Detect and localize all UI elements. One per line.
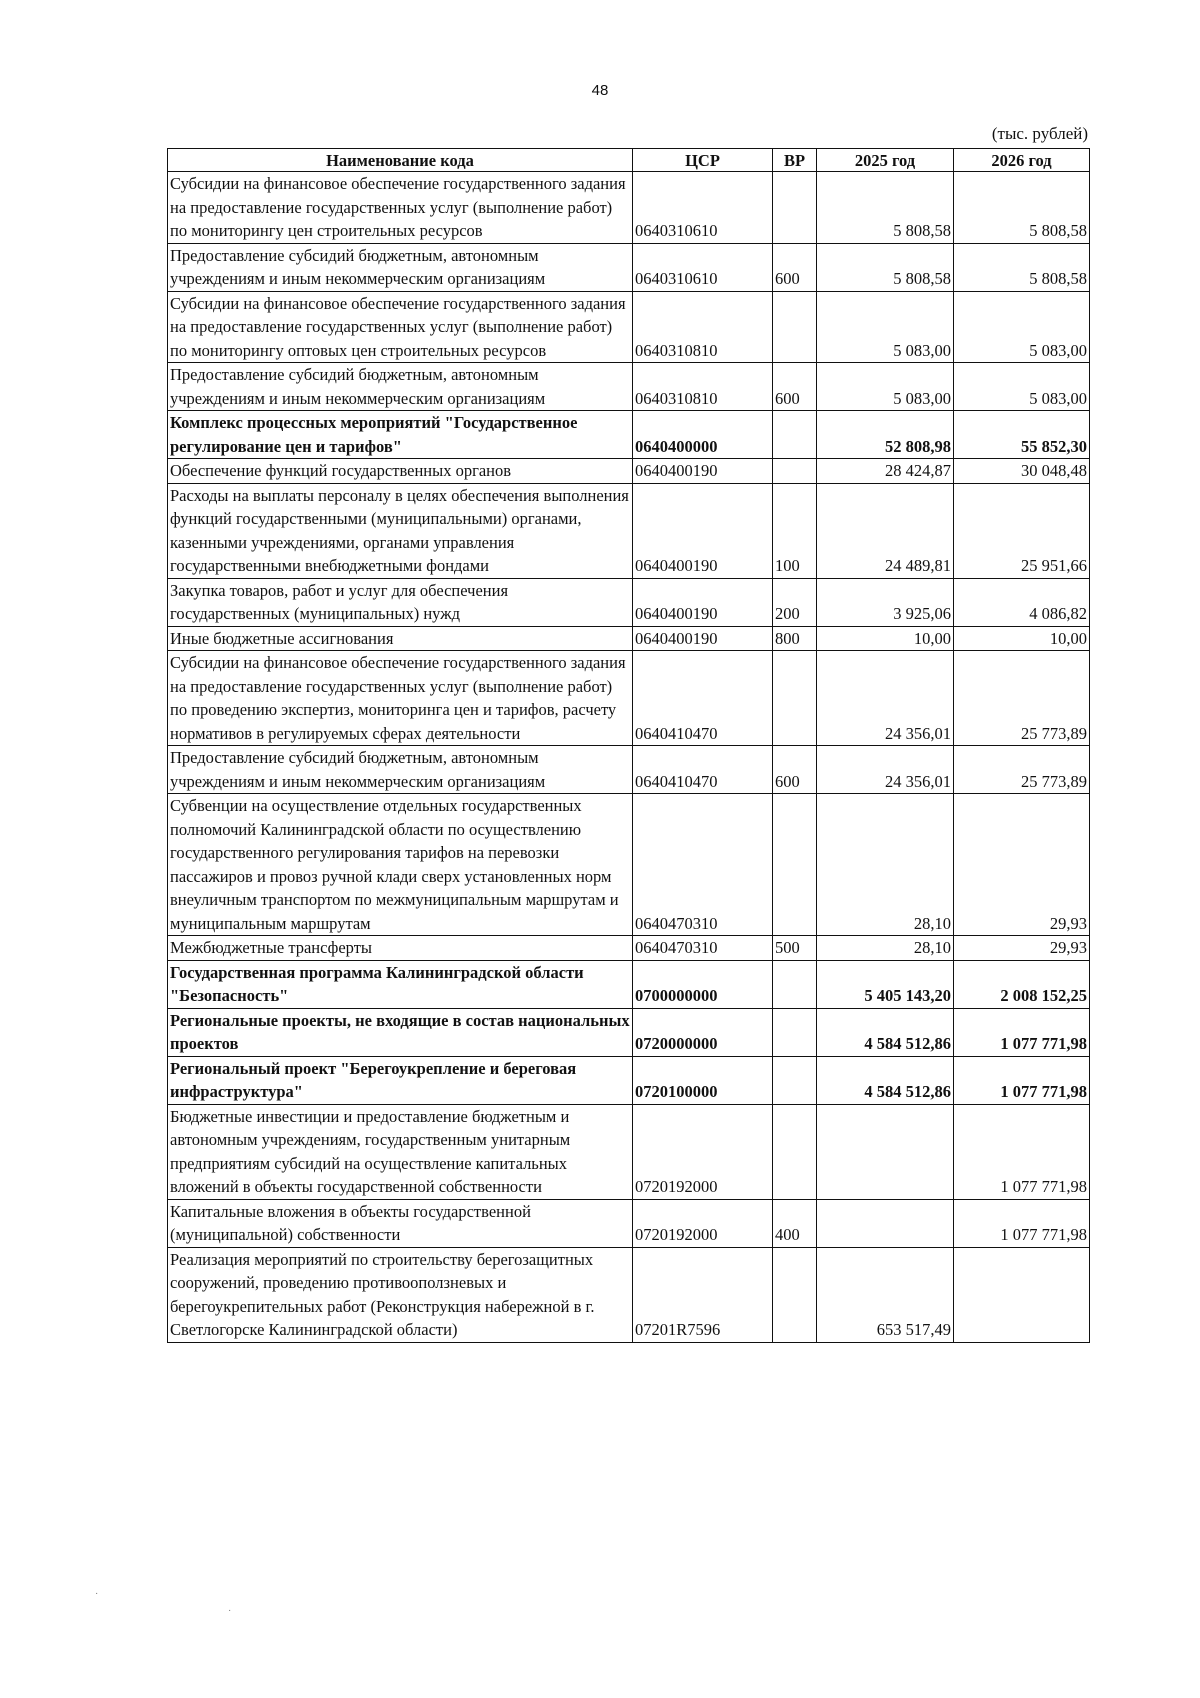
header-csr: ЦСР	[633, 149, 773, 172]
cell-2025: 28,10	[817, 936, 954, 961]
cell-name: Комплекс процессных мероприятий "Государственное регулирование цен и тарифов"	[168, 411, 633, 459]
cell-2026	[954, 1247, 1090, 1342]
cell-name: Капитальные вложения в объекты государственной (муниципальной) собственности	[168, 1199, 633, 1247]
cell-2026: 30 048,48	[954, 459, 1090, 484]
cell-2025: 5 808,58	[817, 172, 954, 244]
table-row	[168, 1104, 1090, 1199]
header-2026: 2026 год	[954, 149, 1090, 172]
cell-2025: 24 356,01	[817, 746, 954, 794]
cell-2025: 5 808,58	[817, 243, 954, 291]
table-row	[168, 459, 1090, 484]
cell-name: Закупка товаров, работ и услуг для обеспечения государственных (муниципальных) нужд	[168, 578, 633, 626]
table-header-row	[168, 149, 1090, 172]
cell-2026: 29,93	[954, 794, 1090, 936]
cell-vr: 100	[773, 483, 817, 578]
cell-csr: 0640400190	[633, 578, 773, 626]
cell-csr: 0720192000	[633, 1104, 773, 1199]
cell-2025: 4 584 512,86	[817, 1008, 954, 1056]
cell-2026: 5 083,00	[954, 363, 1090, 411]
cell-vr: 800	[773, 626, 817, 651]
table-row	[168, 243, 1090, 291]
cell-vr: 600	[773, 243, 817, 291]
units-label: (тыс. рублей)	[991, 124, 1088, 143]
cell-csr: 0720100000	[633, 1056, 773, 1104]
cell-2025: 24 356,01	[817, 651, 954, 746]
cell-csr: 0640400190	[633, 483, 773, 578]
cell-csr: 0640400190	[633, 459, 773, 484]
cell-2025	[817, 1199, 954, 1247]
cell-2026: 4 086,82	[954, 578, 1090, 626]
cell-vr	[773, 1056, 817, 1104]
cell-2026: 25 773,89	[954, 746, 1090, 794]
table-row	[168, 1199, 1090, 1247]
cell-2026: 25 773,89	[954, 651, 1090, 746]
cell-2026: 1 077 771,98	[954, 1104, 1090, 1199]
cell-2026: 10,00	[954, 626, 1090, 651]
cell-csr: 0720000000	[633, 1008, 773, 1056]
cell-name: Субсидии на финансовое обеспечение государственного задания на предоставление государственных услуг (выполнение работ) по проведению экспертиз, мониторинга цен и тарифов, расчету нормативов в регулируемых сферах деятельности	[168, 651, 633, 746]
cell-2025	[817, 1104, 954, 1199]
cell-name: Субсидии на финансовое обеспечение государственного задания на предоставление государственных услуг (выполнение работ) по мониторингу оптовых цен строительных ресурсов	[168, 291, 633, 363]
cell-vr	[773, 1008, 817, 1056]
cell-name: Предоставление субсидий бюджетным, автономным учреждениям и иным некоммерческим организациям	[168, 363, 633, 411]
cell-2025: 28 424,87	[817, 459, 954, 484]
cell-csr: 0700000000	[633, 960, 773, 1008]
budget-table	[167, 148, 1090, 1343]
cell-vr: 500	[773, 936, 817, 961]
cell-2026: 1 077 771,98	[954, 1008, 1090, 1056]
cell-vr	[773, 1104, 817, 1199]
cell-csr: 0640410470	[633, 746, 773, 794]
cell-vr	[773, 794, 817, 936]
cell-csr: 0640310810	[633, 291, 773, 363]
cell-2026: 2 008 152,25	[954, 960, 1090, 1008]
cell-name: Бюджетные инвестиции и предоставление бюджетным и автономным учреждениям, государственным унитарным предприятиям субсидий на осуществление капитальных вложений в объекты государственной собственности	[168, 1104, 633, 1199]
cell-name: Региональные проекты, не входящие в состав национальных проектов	[168, 1008, 633, 1056]
cell-name: Субвенции на осуществление отдельных государственных полномочий Калининградской области по осуществлению государственного регулирования тарифов на перевозки пассажиров и провоз ручной клади сверх установленных норм внеуличным транспортом по межмуниципальным маршрутам и муниципальным маршрутам	[168, 794, 633, 936]
table-row	[168, 626, 1090, 651]
cell-name: Иные бюджетные ассигнования	[168, 626, 633, 651]
cell-vr	[773, 291, 817, 363]
cell-vr	[773, 1247, 817, 1342]
cell-2026: 25 951,66	[954, 483, 1090, 578]
cell-csr: 0640400190	[633, 626, 773, 651]
cell-vr	[773, 172, 817, 244]
cell-2025: 10,00	[817, 626, 954, 651]
cell-csr: 0640400000	[633, 411, 773, 459]
cell-csr: 07201R7596	[633, 1247, 773, 1342]
cell-vr: 400	[773, 1199, 817, 1247]
cell-2025: 3 925,06	[817, 578, 954, 626]
header-name: Наименование кода	[168, 149, 633, 172]
cell-2026: 5 808,58	[954, 172, 1090, 244]
cell-name: Предоставление субсидий бюджетным, автономным учреждениям и иным некоммерческим организациям	[168, 243, 633, 291]
header-vr: ВР	[773, 149, 817, 172]
table-row	[168, 746, 1090, 794]
cell-2026: 5 808,58	[954, 243, 1090, 291]
cell-name: Межбюджетные трансферты	[168, 936, 633, 961]
table-row	[168, 1247, 1090, 1342]
cell-2025: 52 808,98	[817, 411, 954, 459]
cell-name: Реализация мероприятий по строительству берегозащитных сооружений, проведению противооползневых и берегоукрепительных работ (Реконструкция набережной в г. Светлогорске Калининградской области)	[168, 1247, 633, 1342]
table-row	[168, 291, 1090, 363]
cell-csr: 0720192000	[633, 1199, 773, 1247]
cell-2025: 653 517,49	[817, 1247, 954, 1342]
cell-csr: 0640470310	[633, 794, 773, 936]
table-row	[168, 960, 1090, 1008]
header-2025: 2025 год	[817, 149, 954, 172]
cell-2025: 24 489,81	[817, 483, 954, 578]
cell-2026: 29,93	[954, 936, 1090, 961]
table-row	[168, 1008, 1090, 1056]
table-row	[168, 794, 1090, 936]
cell-name: Субсидии на финансовое обеспечение государственного задания на предоставление государственных услуг (выполнение работ) по мониторингу цен строительных ресурсов	[168, 172, 633, 244]
cell-vr	[773, 960, 817, 1008]
table-row	[168, 578, 1090, 626]
cell-vr	[773, 651, 817, 746]
table-row	[168, 411, 1090, 459]
cell-2026: 5 083,00	[954, 291, 1090, 363]
cell-vr: 200	[773, 578, 817, 626]
cell-2025: 5 083,00	[817, 363, 954, 411]
table-row	[168, 936, 1090, 961]
cell-csr: 0640410470	[633, 651, 773, 746]
cell-2025: 4 584 512,86	[817, 1056, 954, 1104]
table-row	[168, 651, 1090, 746]
page-number: 48	[591, 82, 609, 99]
cell-vr: 600	[773, 746, 817, 794]
cell-csr: 0640470310	[633, 936, 773, 961]
cell-2026: 1 077 771,98	[954, 1199, 1090, 1247]
scan-speck: ·	[228, 1605, 232, 1616]
cell-2026: 55 852,30	[954, 411, 1090, 459]
cell-2025: 28,10	[817, 794, 954, 936]
table-row	[168, 172, 1090, 244]
cell-name: Государственная программа Калининградской области "Безопасность"	[168, 960, 633, 1008]
cell-csr: 0640310610	[633, 172, 773, 244]
table-row	[168, 363, 1090, 411]
cell-2025: 5 083,00	[817, 291, 954, 363]
cell-csr: 0640310810	[633, 363, 773, 411]
table-row	[168, 483, 1090, 578]
cell-name: Обеспечение функций государственных органов	[168, 459, 633, 484]
cell-csr: 0640310610	[633, 243, 773, 291]
cell-name: Расходы на выплаты персоналу в целях обеспечения выполнения функций государственными (муниципальными) органами, казенными учреждениями, органами управления государственными внебюджетными фондами	[168, 483, 633, 578]
table-body	[168, 172, 1090, 1343]
cell-name: Предоставление субсидий бюджетным, автономным учреждениям и иным некоммерческим организациям	[168, 746, 633, 794]
cell-2026: 1 077 771,98	[954, 1056, 1090, 1104]
cell-2025: 5 405 143,20	[817, 960, 954, 1008]
table-row	[168, 1056, 1090, 1104]
cell-name: Региональный проект "Берегоукрепление и береговая инфраструктура"	[168, 1056, 633, 1104]
cell-vr	[773, 459, 817, 484]
scan-speck: ·	[95, 1588, 99, 1599]
cell-vr: 600	[773, 363, 817, 411]
cell-vr	[773, 411, 817, 459]
